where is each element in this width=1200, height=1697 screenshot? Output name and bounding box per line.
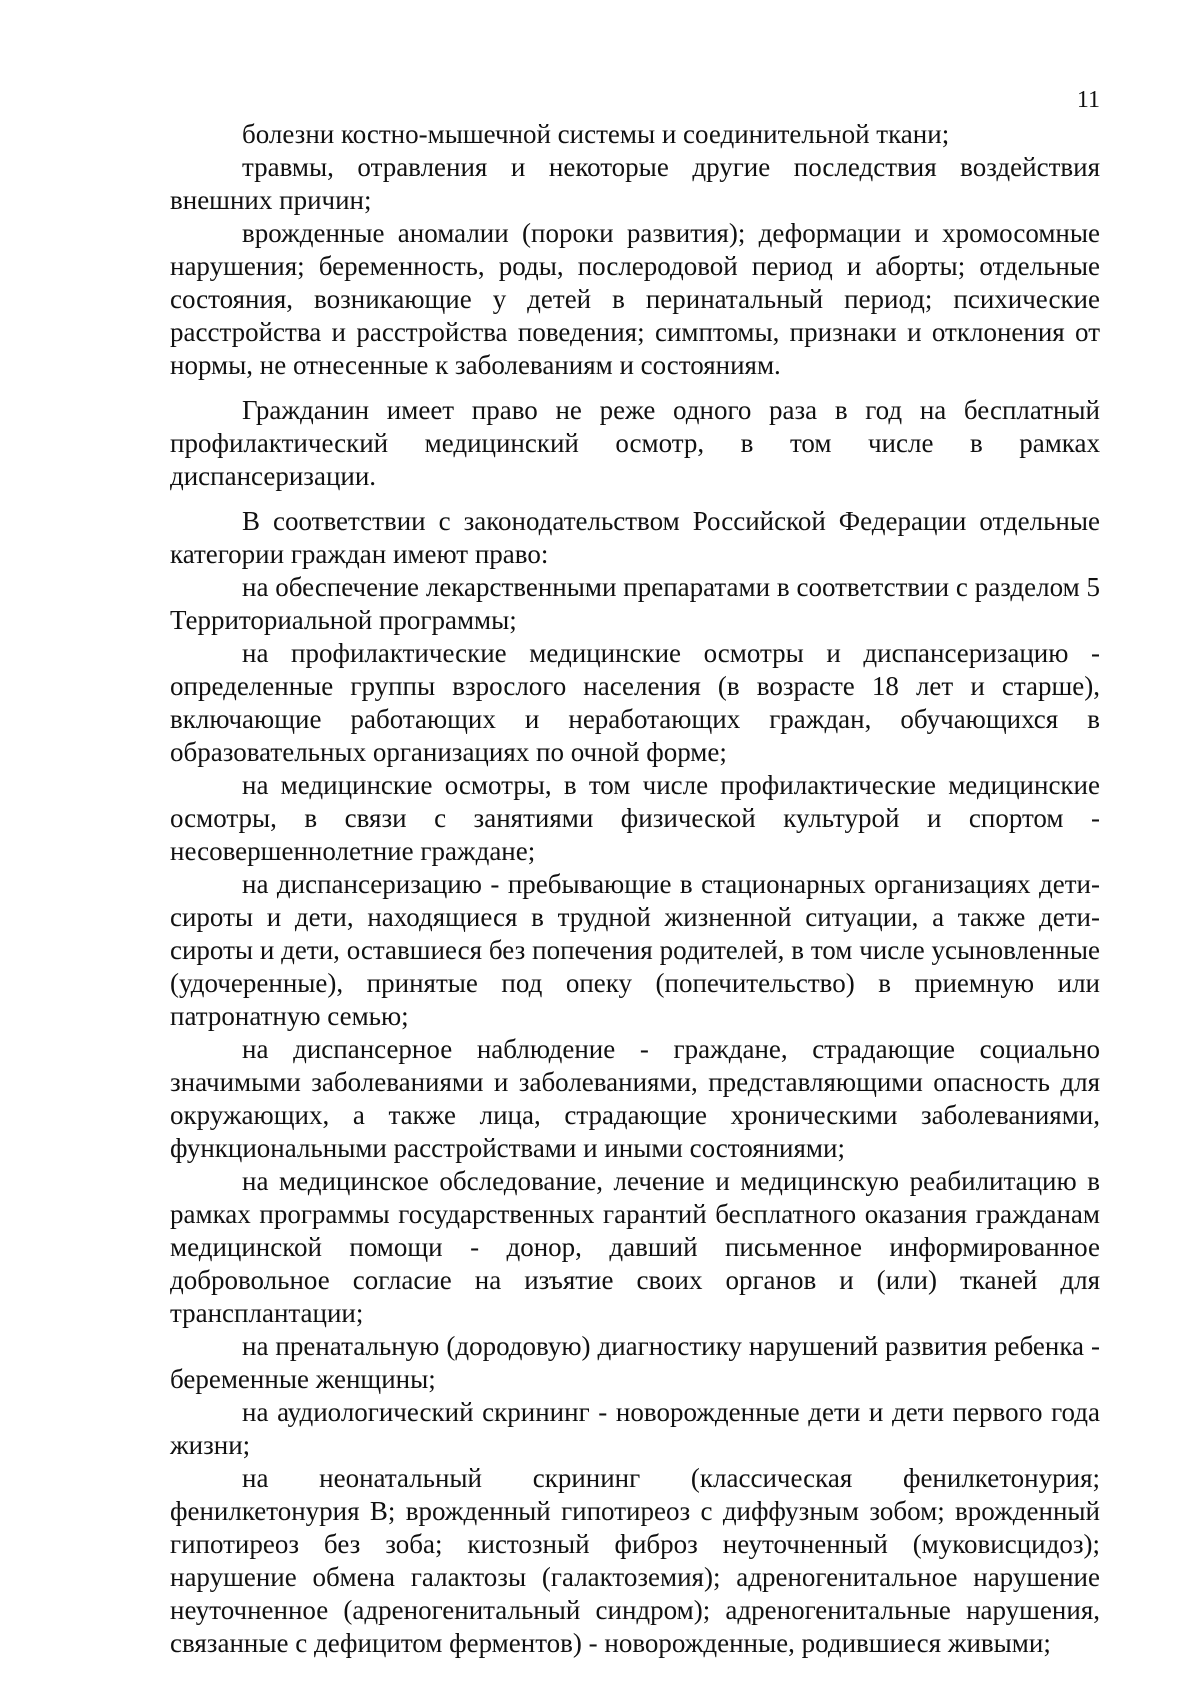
paragraph: травмы, отравления и некоторые другие последствия воздействия внешних причин; xyxy=(170,152,1100,215)
paragraph: на диспансерное наблюдение - граждане, страдающие социально значимыми заболеваниями и заболеваниями, представляющими опасность для окружающих, а также лица, страдающие хроническими заболеваниями, функциональными расстройствами и иными состояниями; xyxy=(170,1034,1100,1163)
paragraph: В соответствии с законодательством Российской Федерации отдельные категории граждан имеют право: xyxy=(170,506,1100,569)
paragraph: на обеспечение лекарственными препаратами в соответствии с разделом 5 Территориальной программы; xyxy=(170,572,1100,635)
paragraph: на медицинские осмотры, в том числе профилактические медицинские осмотры, в связи с занятиями физической культурой и спортом - несовершеннолетние граждане; xyxy=(170,770,1100,866)
paragraph: на пренатальную (дородовую) диагностику нарушений развития ребенка - беременные женщины; xyxy=(170,1331,1100,1394)
paragraph: на аудиологический скрининг - новорожденные дети и дети первого года жизни; xyxy=(170,1397,1100,1460)
paragraph: на неонатальный скрининг (классическая фенилкетонурия; фенилкетонурия В; врожденный гипотиреоз с диффузным зобом; врожденный гипотиреоз без зоба; кистозный фиброз неуточненный (муковисцидоз); нарушение обмена галактозы (галактоземия); адреногенитальное нарушение неуточненное (адреногенитальный синдром); адреногенитальные нарушения, связанные с дефицитом ферментов) - новорожденные, родившиеся живыми; xyxy=(170,1463,1100,1658)
paragraph: врожденные аномалии (пороки развития); деформации и хромосомные нарушения; беременность, роды, послеродовой период и аборты; отдельные состояния, возникающие у детей в перинатальный период; психические расстройства и расстройства поведения; симптомы, признаки и отклонения от нормы, не отнесенные к заболеваниям и состояниям. xyxy=(170,218,1100,380)
body-text xyxy=(170,118,1100,1660)
paragraph: на профилактические медицинские осмотры и диспансеризацию - определенные группы взрослого населения (в возрасте 18 лет и старше), включающие работающих и неработающих граждан, обучающихся в образовательных организациях по очной форме; xyxy=(170,638,1100,767)
paragraph: болезни костно-мышечной системы и соединительной ткани; xyxy=(242,119,950,149)
page-number: 11 xyxy=(1076,87,1100,113)
paragraph: на медицинское обследование, лечение и медицинскую реабилитацию в рамках программы государственных гарантий бесплатного оказания гражданам медицинской помощи - донор, давший письменное информированное добровольное согласие на изъятие своих органов и (или) тканей для трансплантации; xyxy=(170,1166,1100,1328)
paragraph: на диспансеризацию - пребывающие в стационарных организациях дети-сироты и дети, находящиеся в трудной жизненной ситуации, а также дети-сироты и дети, оставшиеся без попечения родителей, в том числе усыновленные (удочеренные), принятые под опеку (попечительство) в приемную или патронатную семью; xyxy=(170,869,1100,1031)
paragraph: Гражданин имеет право не реже одного раза в год на бесплатный профилактический медицинский осмотр, в том числе в рамках диспансеризации. xyxy=(170,395,1100,491)
